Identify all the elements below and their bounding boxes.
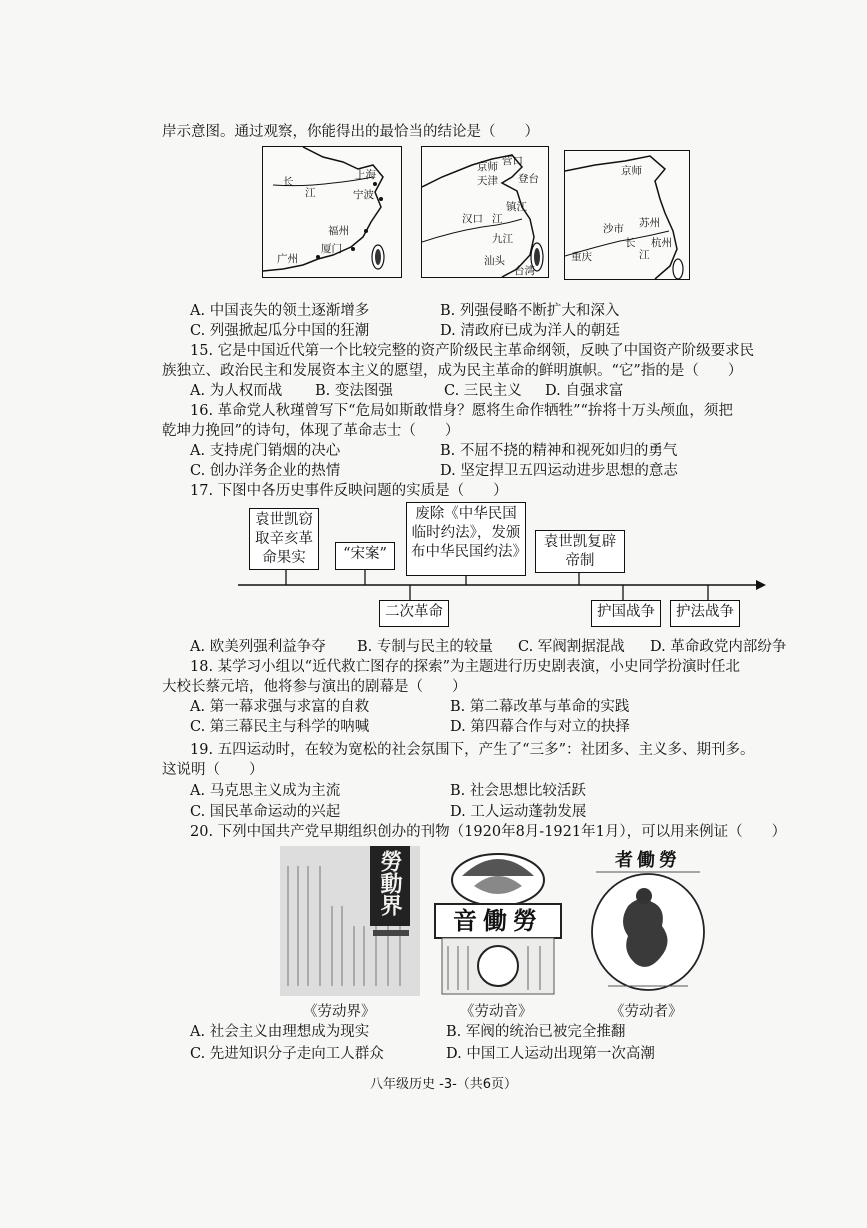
q19-option-c: C. 国民革命运动的兴起 [190, 804, 341, 820]
q18-option-a: A. 第一幕求强与求富的自救 [190, 699, 370, 715]
q19-option-a: A. 马克思主义成为主流 [190, 783, 341, 799]
caption-laodongjie: 《劳动界》 [303, 1004, 376, 1020]
q19-line1: 19. 五四运动时，在较为宽松的社会氛围下，产生了“三多”：社团多、主义多、期刊多。 [190, 742, 755, 758]
map2-label-tianjin: 天津 [477, 175, 498, 187]
event-abolish-provisional-constitution: 废除《中华民国临时约法》，发颁布中华民国约法》 [406, 502, 526, 576]
q20-option-d: D. 中国工人运动出现第一次高潮 [446, 1046, 655, 1062]
page-footer: 八年级历史 -3-（共6页） [370, 1077, 518, 1092]
q15-option-d: D. 自强求富 [545, 383, 624, 399]
event-second-revolution: 二次革命 [379, 600, 449, 627]
map2-label-yingkou: 营口 [502, 155, 523, 167]
map3-label-jingshi: 京师 [621, 165, 642, 177]
q20-option-b: B. 军阀的统治已被完全推翻 [446, 1024, 626, 1040]
q17-stem: 17. 下图中各历史事件反映问题的实质是（ ） [190, 483, 508, 499]
caption-laodongyin: 《劳动音》 [460, 1004, 533, 1020]
q19-line2: 这说明（ ） [162, 762, 264, 778]
map2-label-taiwan: 台湾 [514, 265, 535, 277]
q16-line2: 乾坤力挽回”的诗句，体现了革命志士（ ） [162, 423, 460, 439]
q20-option-c: C. 先进知识分子走向工人群众 [190, 1046, 384, 1062]
q16-option-d: D. 坚定捍卫五四运动进步思想的意志 [440, 463, 678, 479]
map2-label-hankou: 汉口 [462, 213, 483, 225]
q19-option-b: B. 社会思想比较活跃 [450, 783, 586, 799]
map3-label-suzhou: 苏州 [639, 217, 660, 229]
q16-option-a: A. 支持虎门销烟的决心 [190, 443, 341, 459]
map1-label-shanghai: 上海 [355, 169, 376, 181]
event-yuan-steals-revolution: 袁世凯窃取辛亥革命果实 [249, 508, 319, 570]
map3-label-chang: 长 [625, 237, 636, 249]
event-song-case: “宋案” [335, 542, 395, 570]
newspaper-laodongzhe-masthead: 者働勞 [615, 850, 681, 871]
map1-label-guangzhou: 广州 [277, 253, 298, 265]
caption-laodongzhe: 《劳动者》 [610, 1004, 683, 1020]
map3-label-chongqing: 重庆 [571, 251, 592, 263]
map2-label-shantou: 汕头 [484, 255, 505, 267]
event-national-protection-war: 护国战争 [591, 600, 661, 627]
q16-line1: 16. 革命党人秋瑾曾写下“危局如斯敢惜身？愿将生命作牺牲”“拚将十万头颅血，须把 [190, 403, 733, 419]
q17-option-a: A. 欧美列强利益争夺 [190, 639, 326, 655]
map2-label-zhenjiang: 镇江 [506, 201, 527, 213]
map2-label-jiujiang: 九江 [492, 233, 513, 245]
q18-line1: 18. 某学习小组以“近代救亡图存的探索”为主题进行历史剧表演，小史同学扮演时任北 [190, 659, 740, 675]
newspaper-laodongyin [432, 846, 564, 998]
q14-option-b: B. 列强侵略不断扩大和深入 [440, 303, 620, 319]
map3-label-hangzhou: 杭州 [651, 237, 672, 249]
q14-stem-tail: 岸示意图。通过观察，你能得出的最恰当的结论是（ ） [162, 124, 539, 140]
map1-label-chang: 长 [283, 176, 294, 188]
newspaper-laodongjie-masthead: 勞動界 [377, 850, 403, 916]
q18-option-c: C. 第三幕民主与科学的呐喊 [190, 719, 370, 735]
event-yuan-restores-monarchy: 袁世凯复辟帝制 [535, 530, 625, 573]
q18-option-d: D. 第四幕合作与对立的抉择 [450, 719, 630, 735]
map1-label-xiamen: 厦门 [321, 243, 342, 255]
map3-label-jiang: 江 [639, 249, 650, 261]
q20-option-a: A. 社会主义由理想成为现实 [190, 1024, 370, 1040]
q15-option-a: A. 为人权而战 [190, 383, 283, 399]
map3-label-shashi: 沙市 [603, 223, 624, 235]
q15-line2: 族独立、政治民主和发展资本主义的愿望，成为民主革命的鲜明旗帜。“它”指的是（ ） [162, 363, 743, 379]
map1-label-jiang: 江 [305, 187, 316, 199]
q15-line1: 15. 它是中国近代第一个比较完整的资产阶级民主革命纲领，反映了中国资产阶级要求民 [190, 343, 755, 359]
q18-option-b: B. 第二幕改革与革命的实践 [450, 699, 630, 715]
q20-stem: 20. 下列中国共产党早期组织创办的刊物（1920年8月-1921年1月），可以用来例证（ ） [190, 824, 787, 840]
q16-option-b: B. 不屈不挠的精神和视死如归的勇气 [440, 443, 678, 459]
map2-label-dengzhou: 登台 [518, 173, 539, 185]
q18-line2: 大校长蔡元培，他将参与演出的剧幕是（ ） [162, 679, 467, 695]
q17-option-c: C. 军阀割据混战 [518, 639, 625, 655]
q15-option-c: C. 三民主义 [444, 383, 522, 399]
newspaper-laodongyin-masthead: 音働勞 [453, 906, 543, 935]
q14-option-a: A. 中国丧失的领土逐渐增多 [190, 303, 370, 319]
event-constitution-protection-war: 护法战争 [670, 600, 740, 627]
map2-label-jiang: 江 [492, 213, 503, 225]
q14-option-c: C. 列强掀起瓜分中国的狂潮 [190, 323, 370, 339]
map2-label-jingshi: 京师 [477, 161, 498, 173]
q14-option-d: D. 清政府已成为洋人的朝廷 [440, 323, 620, 339]
q15-option-b: B. 变法图强 [315, 383, 393, 399]
map1-label-fuzhou: 福州 [328, 225, 349, 237]
q19-option-d: D. 工人运动蓬勃发展 [450, 804, 587, 820]
newspaper-laodongjie [280, 846, 420, 996]
map1-label-ningbo: 宁波 [353, 189, 374, 201]
q17-option-b: B. 专制与民主的较量 [357, 639, 493, 655]
q17-option-d: D. 革命政党内部纷争 [650, 639, 787, 655]
newspaper-laodongzhe [588, 846, 708, 996]
q16-option-c: C. 创办洋务企业的热情 [190, 463, 341, 479]
